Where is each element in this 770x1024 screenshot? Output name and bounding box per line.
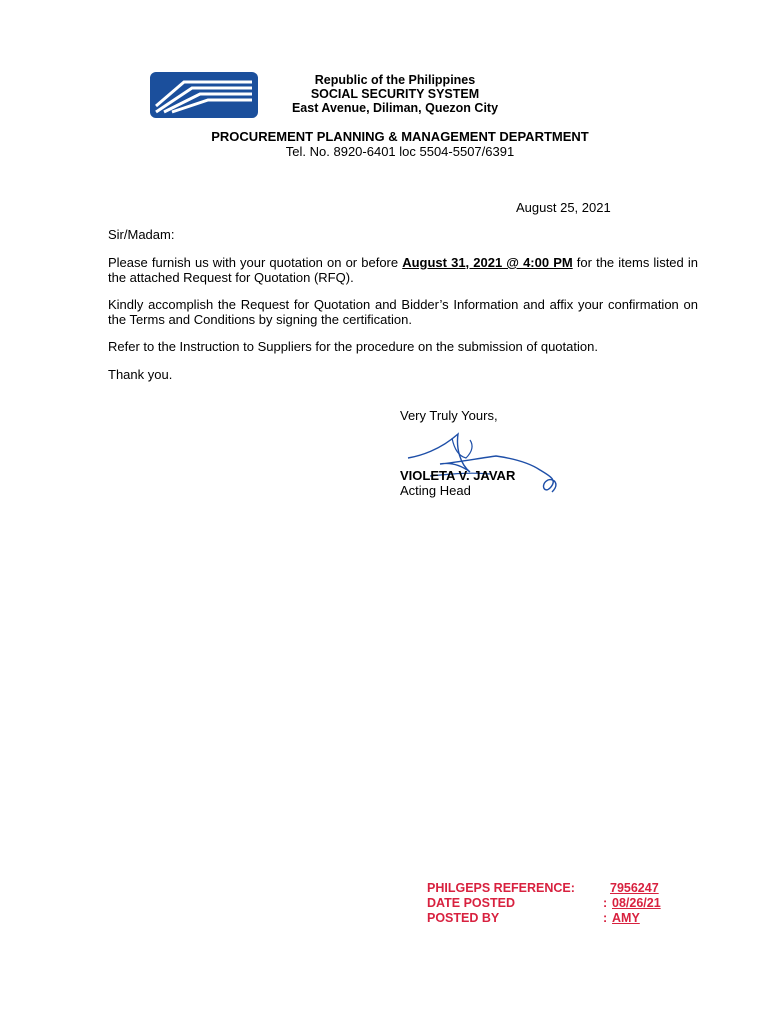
letter-date: August 25, 2021 <box>516 200 611 215</box>
paragraph-quotation <box>108 256 698 285</box>
paragraph-instruction: Refer to the Instruction to Suppliers for the procedure on the submission of quotation. <box>108 339 598 354</box>
signatory-title: Acting Head <box>400 483 471 498</box>
philgeps-label: PHILGEPS REFERENCE: <box>427 881 575 895</box>
posted-by-value: AMY <box>612 911 640 925</box>
header-republic: Republic of the Philippines <box>314 73 476 87</box>
philgeps-value: 7956247 <box>610 881 659 895</box>
date-posted <box>427 896 687 911</box>
date-posted-label: DATE POSTED <box>427 896 515 910</box>
posted-by <box>427 911 687 926</box>
paragraph-thanks: Thank you. <box>108 367 173 382</box>
signatory-name: VIOLETA V. JAVAR <box>400 468 516 483</box>
date-posted-value: 08/26/21 <box>612 896 661 910</box>
closing: Very Truly Yours, <box>400 408 498 423</box>
posted-by-colon: : <box>603 911 608 925</box>
header-address: East Avenue, Diliman, Quezon City <box>291 101 499 115</box>
department-name: PROCUREMENT PLANNING & MANAGEMENT DEPARTMENT <box>211 129 589 144</box>
philgeps-reference <box>427 881 687 896</box>
sss-logo-graphic <box>150 72 258 118</box>
paragraph-accomplish: Kindly accomplish the Request for Quotation and Bidder’s Information and affix your confirmation on the Terms and Conditions by signing the certification. <box>108 297 698 327</box>
header-agency: SOCIAL SECURITY SYSTEM <box>310 87 480 101</box>
department-tel: Tel. No. 8920-6401 loc 5504-5507/6391 <box>285 144 515 159</box>
posted-by-label: POSTED BY <box>427 911 500 925</box>
deadline: August 31, 2021 @ 4:00 PM <box>402 255 573 270</box>
sss-logo <box>150 72 258 118</box>
p1-post: for the items listed in the attached Request for Quotation (RFQ). <box>108 255 698 285</box>
date-posted-colon: : <box>603 896 608 910</box>
p1-pre: Please furnish us with your quotation on or before <box>108 255 403 270</box>
salutation: Sir/Madam: <box>108 227 175 242</box>
